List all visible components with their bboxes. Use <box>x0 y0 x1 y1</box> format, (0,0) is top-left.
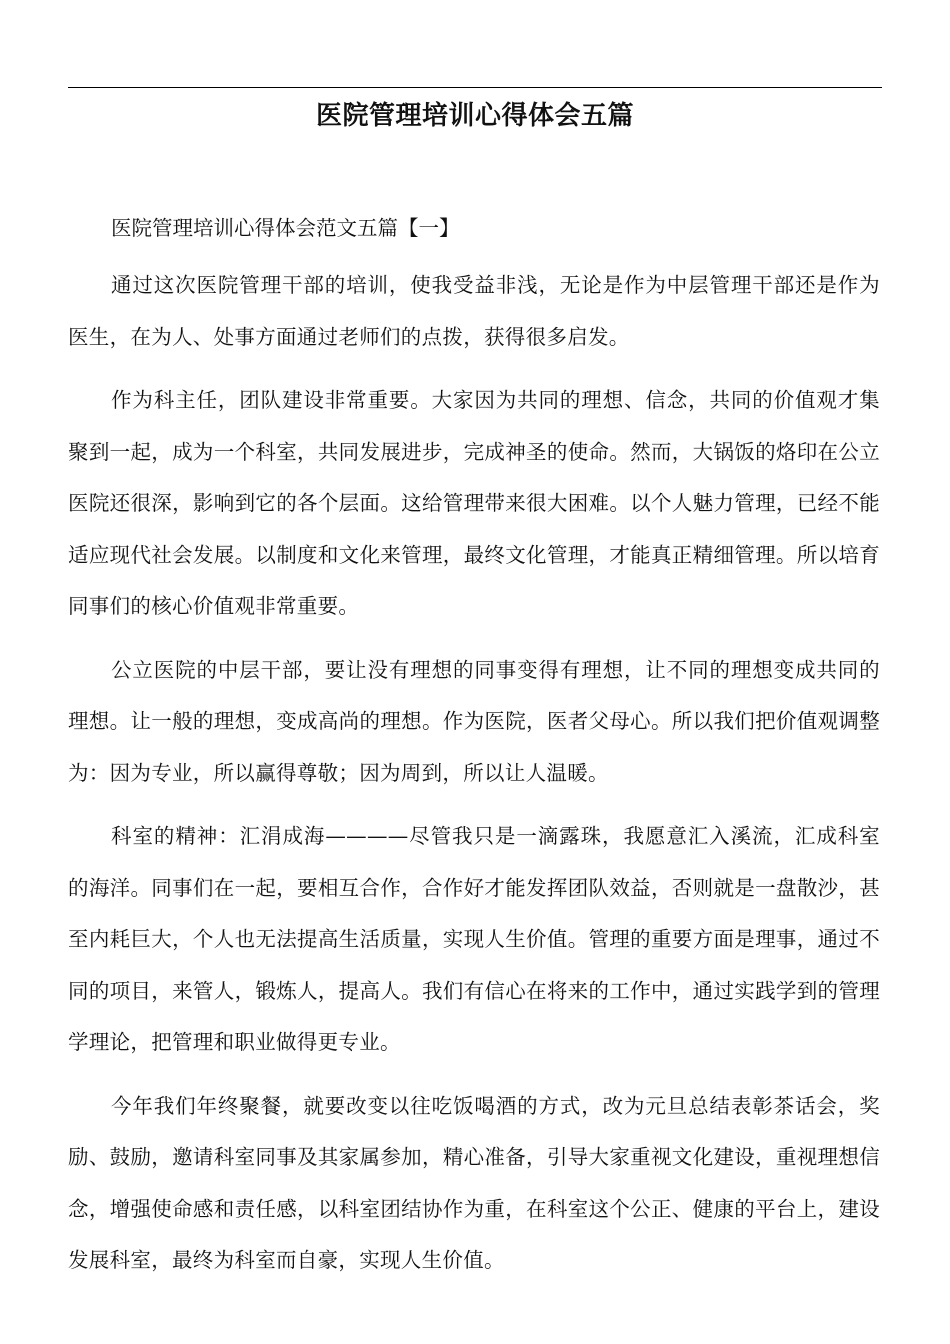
paragraph-4: 科室的精神：汇涓成海————尽管我只是一滴露珠，我愿意汇入溪流，汇成科室的海洋。同事们在一起，要相互合作，合作好才能发挥团队效益，否则就是一盘散沙，甚至内耗巨大，个人也无法提高生活质量，实现人生价值。管理的重要方面是理事，通过不同的项目，来管人，锻炼人，提高人。我们有信心在将来的工作中，通过实践学到的管理学理论，把管理和职业做得更专业。 <box>68 824 880 1054</box>
section-heading: 医院管理培训心得体会范文五篇【一】 <box>111 216 460 240</box>
header-rule <box>68 87 882 88</box>
paragraph-3: 公立医院的中层干部，要让没有理想的同事变得有理想，让不同的理想变成共同的理想。让一般的理想，变成高尚的理想。作为医院，医者父母心。所以我们把价值观调整为：因为专业，所以赢得尊敬；因为周到，所以让人温暖。 <box>68 657 880 785</box>
paragraph-5: 今年我们年终聚餐，就要改变以往吃饭喝酒的方式，改为元旦总结表彰茶话会，奖励、鼓励，邀请科室同事及其家属参加，精心准备，引导大家重视文化建设，重视理想信念，增强使命感和责任感，以科室团结协作为重，在科室这个公正、健康的平台上，建设发展科室，最终为科室而自豪，实现人生价值。 <box>68 1093 880 1272</box>
paragraph-1: 通过这次医院管理干部的培训，使我受益非浅，无论是作为中层管理干部还是作为医生，在为人、处事方面通过老师们的点拨，获得很多启发。 <box>68 273 880 349</box>
paragraph-2: 作为科主任，团队建设非常重要。大家因为共同的理想、信念，共同的价值观才集聚到一起，成为一个科室，共同发展进步，完成神圣的使命。然而，大锅饭的烙印在公立医院还很深，影响到它的各个层面。这给管理带来很大困难。以个人魅力管理，已经不能适应现代社会发展。以制度和文化来管理，最终文化管理，才能真正精细管理。所以培育同事们的核心价值观非常重要。 <box>68 388 880 618</box>
document-title: 医院管理培训心得体会五篇 <box>315 101 634 131</box>
document-body <box>68 208 880 1299</box>
